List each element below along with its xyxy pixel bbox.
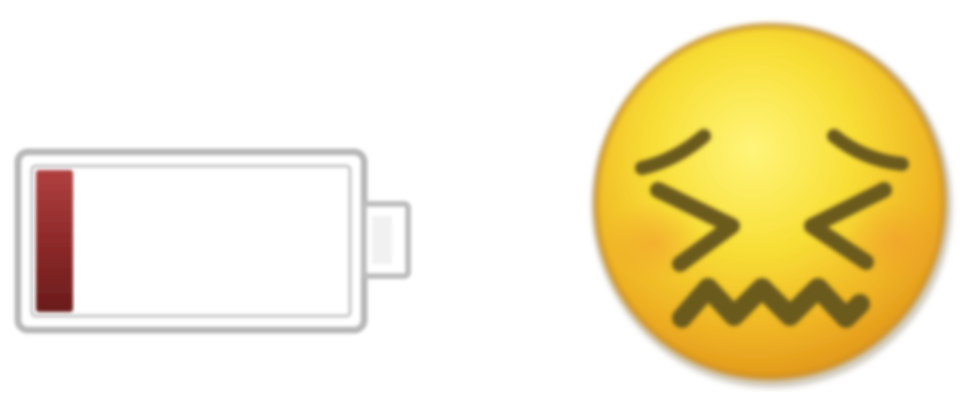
confounded-face-icon	[584, 12, 960, 392]
face-disc	[596, 26, 944, 378]
battery-casing	[18, 152, 408, 330]
battery-low-icon	[12, 146, 418, 338]
battery-charge-level	[36, 170, 73, 312]
